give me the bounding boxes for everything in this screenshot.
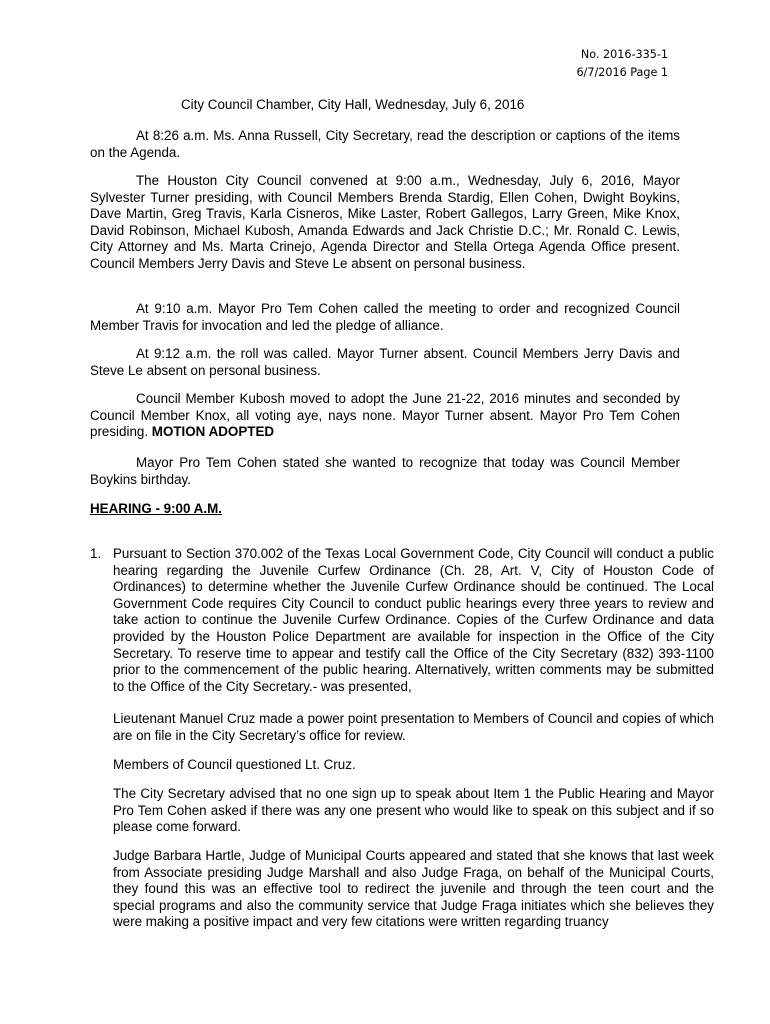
document-header (576, 46, 668, 82)
document-date-page: 6/7/2016 Page 1 (576, 66, 668, 79)
motion-text: Council Member Kubosh moved to adopt the June 21-22, 2016 minutes and seconded by Council Member Knox, all voting aye, nays none. Mayor Turner absent. Mayor Pro Tem Cohen presiding. (90, 391, 680, 440)
paragraph-minutes-motion (90, 391, 680, 441)
paragraph-call-to-order: At 9:10 a.m. Mayor Pro Tem Cohen called the meeting to order and recognized Council Member Travis for invocation and led the pledge of alliance. (90, 301, 680, 333)
paragraph-agenda-reading: At 8:26 a.m. Ms. Anna Russell, City Secretary, read the description or captions of the items on the Agenda. (90, 128, 680, 160)
item-1-description: Pursuant to Section 370.002 of the Texas Local Government Code, City Council will conduct a public hearing regarding the Juvenile Curfew Ordinance (Ch. 28, Art. V, City of Houston Code of Ordinances) to determine whether the Juvenile Curfew Ordinance should be continued. The Local Government Code requires City Council to conduct public hearings every three years to review and take action to continue the Juvenile Curfew Ordinance. Copies of the Curfew Ordinance and data provided by the Houston Police Department are available for inspection in the Office of the City Secretary. To reserve time to appear and testify call the Office of the City Secretary (832) 393-1100 prior to the commencement of the public hearing. Alternatively, written comments may be submitted to the Office of the City Secretary.- was presented, (113, 546, 714, 694)
document-number: No. 2016-335-1 (580, 48, 668, 61)
paragraph-roll-call: At 9:12 a.m. the roll was called. Mayor Turner absent. Council Members Jerry Davis and Steve Le absent on personal business. (90, 346, 680, 378)
item-1-questions: Members of Council questioned Lt. Cruz. (113, 757, 356, 772)
motion-adopted-label: MOTION ADOPTED (151, 424, 275, 440)
paragraph-birthday-recognition: Mayor Pro Tem Cohen stated she wanted to recognize that today was Council Member Boykins birthday. (90, 455, 680, 487)
hearing-heading: HEARING - 9:00 A.M. (90, 501, 222, 516)
item-1-presentation: Lieutenant Manuel Cruz made a power point presentation to Members of Council and copies of which are on file in the City Secretary’s office for review. (113, 711, 714, 743)
paragraph-council-convened: The Houston City Council convened at 9:00 a.m., Wednesday, July 6, 2016, Mayor Sylvester Turner presiding, with Council Members Brenda Stardig, Ellen Cohen, Dwight Boykins, Dave Martin, Greg Travis, Karla Cisneros, Mike Laster, Robert Gallegos, Larry Green, Mike Knox, David Robinson, Michael Kubosh, Amanda Edwards and Jack Christie D.C.; Mr. Ronald C. Lewis, City Attorney and Ms. Marta Crinejo, Agenda Director and Stella Ortega Agenda Office present. Council Members Jerry Davis and Steve Le absent on personal business. (90, 173, 680, 271)
item-1-judge-statement: Judge Barbara Hartle, Judge of Municipal Courts appeared and stated that she knows that last week from Associate presiding Judge Marshall and also Judge Fraga, on behalf of the Municipal Courts, they found this was an effective tool to redirect the juvenile and through the teen court and the special programs and also the community service that Judge Fraga initiates which she believes they were making a positive impact and very few citations were written regarding truancy (113, 848, 714, 930)
item-1-speaker-call: The City Secretary advised that no one sign up to speak about Item 1 the Public Hearing and Mayor Pro Tem Cohen asked if there was any one present who would like to speak on this subject and if so please come forward. (113, 786, 714, 835)
item-number: 1. (90, 546, 102, 561)
document-title: City Council Chamber, City Hall, Wednesday, July 6, 2016 (181, 97, 525, 112)
